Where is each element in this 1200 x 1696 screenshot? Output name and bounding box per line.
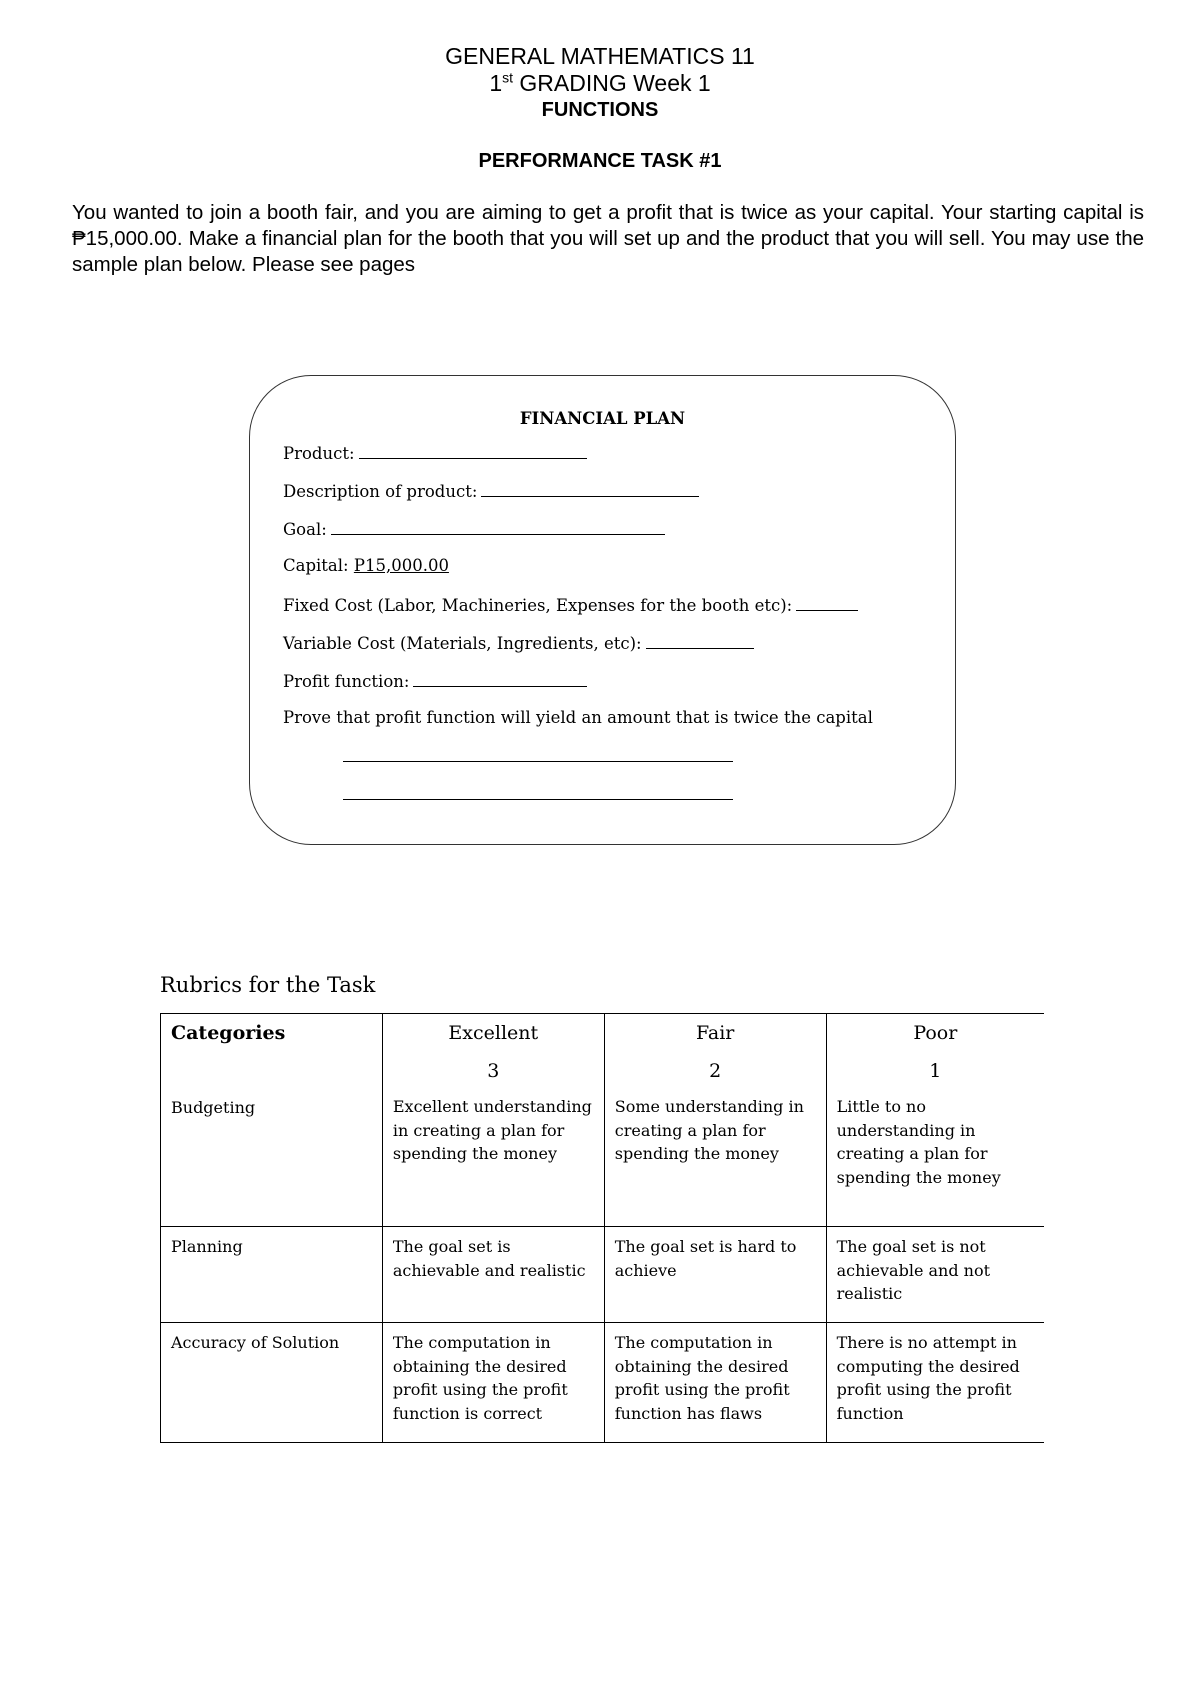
category-accuracy: Accuracy of Solution (161, 1323, 383, 1443)
rubric-title: Rubrics for the Task (160, 973, 376, 997)
accuracy-poor: There is no attempt in computing the desired profit using the profit function (826, 1323, 1044, 1443)
planning-excellent: The goal set is achievable and realistic (382, 1227, 604, 1323)
rubric-cell (382, 1014, 604, 1227)
plan-goal-line (283, 518, 665, 539)
plan-capital-label: Capital: (283, 556, 349, 575)
fair-header (615, 1022, 816, 1083)
document-title: GENERAL MATHEMATICS 11 (445, 43, 755, 69)
proof-blank-2 (343, 799, 733, 800)
rubric-row-accuracy (161, 1323, 1045, 1443)
description-blank (481, 480, 699, 497)
plan-variable-cost-label: Variable Cost (Materials, Ingredients, etc): (283, 634, 642, 653)
fair-score: 2 (709, 1059, 722, 1082)
plan-profit-function-label: Profit function: (283, 672, 410, 691)
plan-profit-function-line (283, 670, 587, 691)
topic-heading: FUNCTIONS (541, 99, 659, 121)
excellent-label: Excellent (448, 1022, 539, 1044)
plan-fixed-cost-line (283, 594, 858, 615)
variable-cost-blank (646, 632, 754, 649)
rubric-cell (826, 1014, 1044, 1227)
poor-score: 1 (929, 1059, 942, 1082)
financial-plan-title: FINANCIAL PLAN (519, 409, 686, 428)
rubric-cell (604, 1014, 826, 1227)
plan-product-label: Product: (283, 444, 355, 463)
accuracy-fair: The computation in obtaining the desired profit using the profit function has flaws (604, 1323, 826, 1443)
product-blank (359, 442, 587, 459)
budgeting-fair: Some understanding in creating a plan for spending the money (614, 1097, 804, 1163)
grading-text: GRADING Week 1 (513, 70, 711, 96)
plan-capital-value: P15,000.00 (353, 556, 449, 575)
plan-goal-label: Goal: (283, 520, 327, 539)
fair-label: Fair (695, 1022, 735, 1044)
planning-fair: The goal set is hard to achieve (604, 1227, 826, 1323)
grading-number: 1 (489, 70, 503, 96)
profit-function-blank (413, 670, 587, 687)
category-planning: Planning (161, 1227, 383, 1323)
poor-header (837, 1022, 1034, 1083)
plan-product-line (283, 442, 587, 463)
rubric-row-budgeting (161, 1014, 1045, 1227)
rubric-row-planning (161, 1227, 1045, 1323)
plan-fixed-cost-label: Fixed Cost (Labor, Machineries, Expenses for the booth etc): (283, 596, 793, 615)
plan-prove-line: Prove that profit function will yield an amount that is twice the capital (283, 708, 873, 727)
poor-label: Poor (913, 1022, 958, 1044)
budgeting-excellent: Excellent understanding in creating a plan for spending the money (392, 1097, 592, 1163)
task-heading: PERFORMANCE TASK #1 (478, 150, 722, 172)
excellent-score: 3 (487, 1059, 500, 1082)
plan-description-label: Description of product: (283, 482, 478, 501)
plan-capital-line (283, 556, 449, 575)
grading-ordinal: st (502, 69, 513, 86)
rubric-cell (161, 1014, 383, 1227)
financial-plan-box (249, 375, 956, 845)
plan-description-line (283, 480, 699, 501)
category-budgeting: Budgeting (171, 1097, 256, 1117)
accuracy-excellent: The computation in obtaining the desired profit using the profit function is correct (382, 1323, 604, 1443)
goal-blank (331, 518, 665, 535)
grading-week (0, 70, 1200, 97)
fixed-cost-blank (796, 594, 858, 611)
categories-header: Categories (171, 1022, 286, 1044)
proof-blank-1 (343, 761, 733, 762)
planning-poor: The goal set is not achievable and not realistic (826, 1227, 1044, 1323)
budgeting-poor: Little to no understanding in creating a plan for spending the money (836, 1097, 1001, 1187)
task-instructions: You wanted to join a booth fair, and you are aiming to get a profit that is twice as your capital. Your starting capital is ₱15,000.00. Make a financial plan for the booth that you will set up and the product that you will sell. You may use the sample plan below. Please see pages (72, 201, 1144, 276)
plan-variable-cost-line (283, 632, 754, 653)
rubric-table (160, 1013, 1044, 1443)
excellent-header (393, 1022, 594, 1083)
